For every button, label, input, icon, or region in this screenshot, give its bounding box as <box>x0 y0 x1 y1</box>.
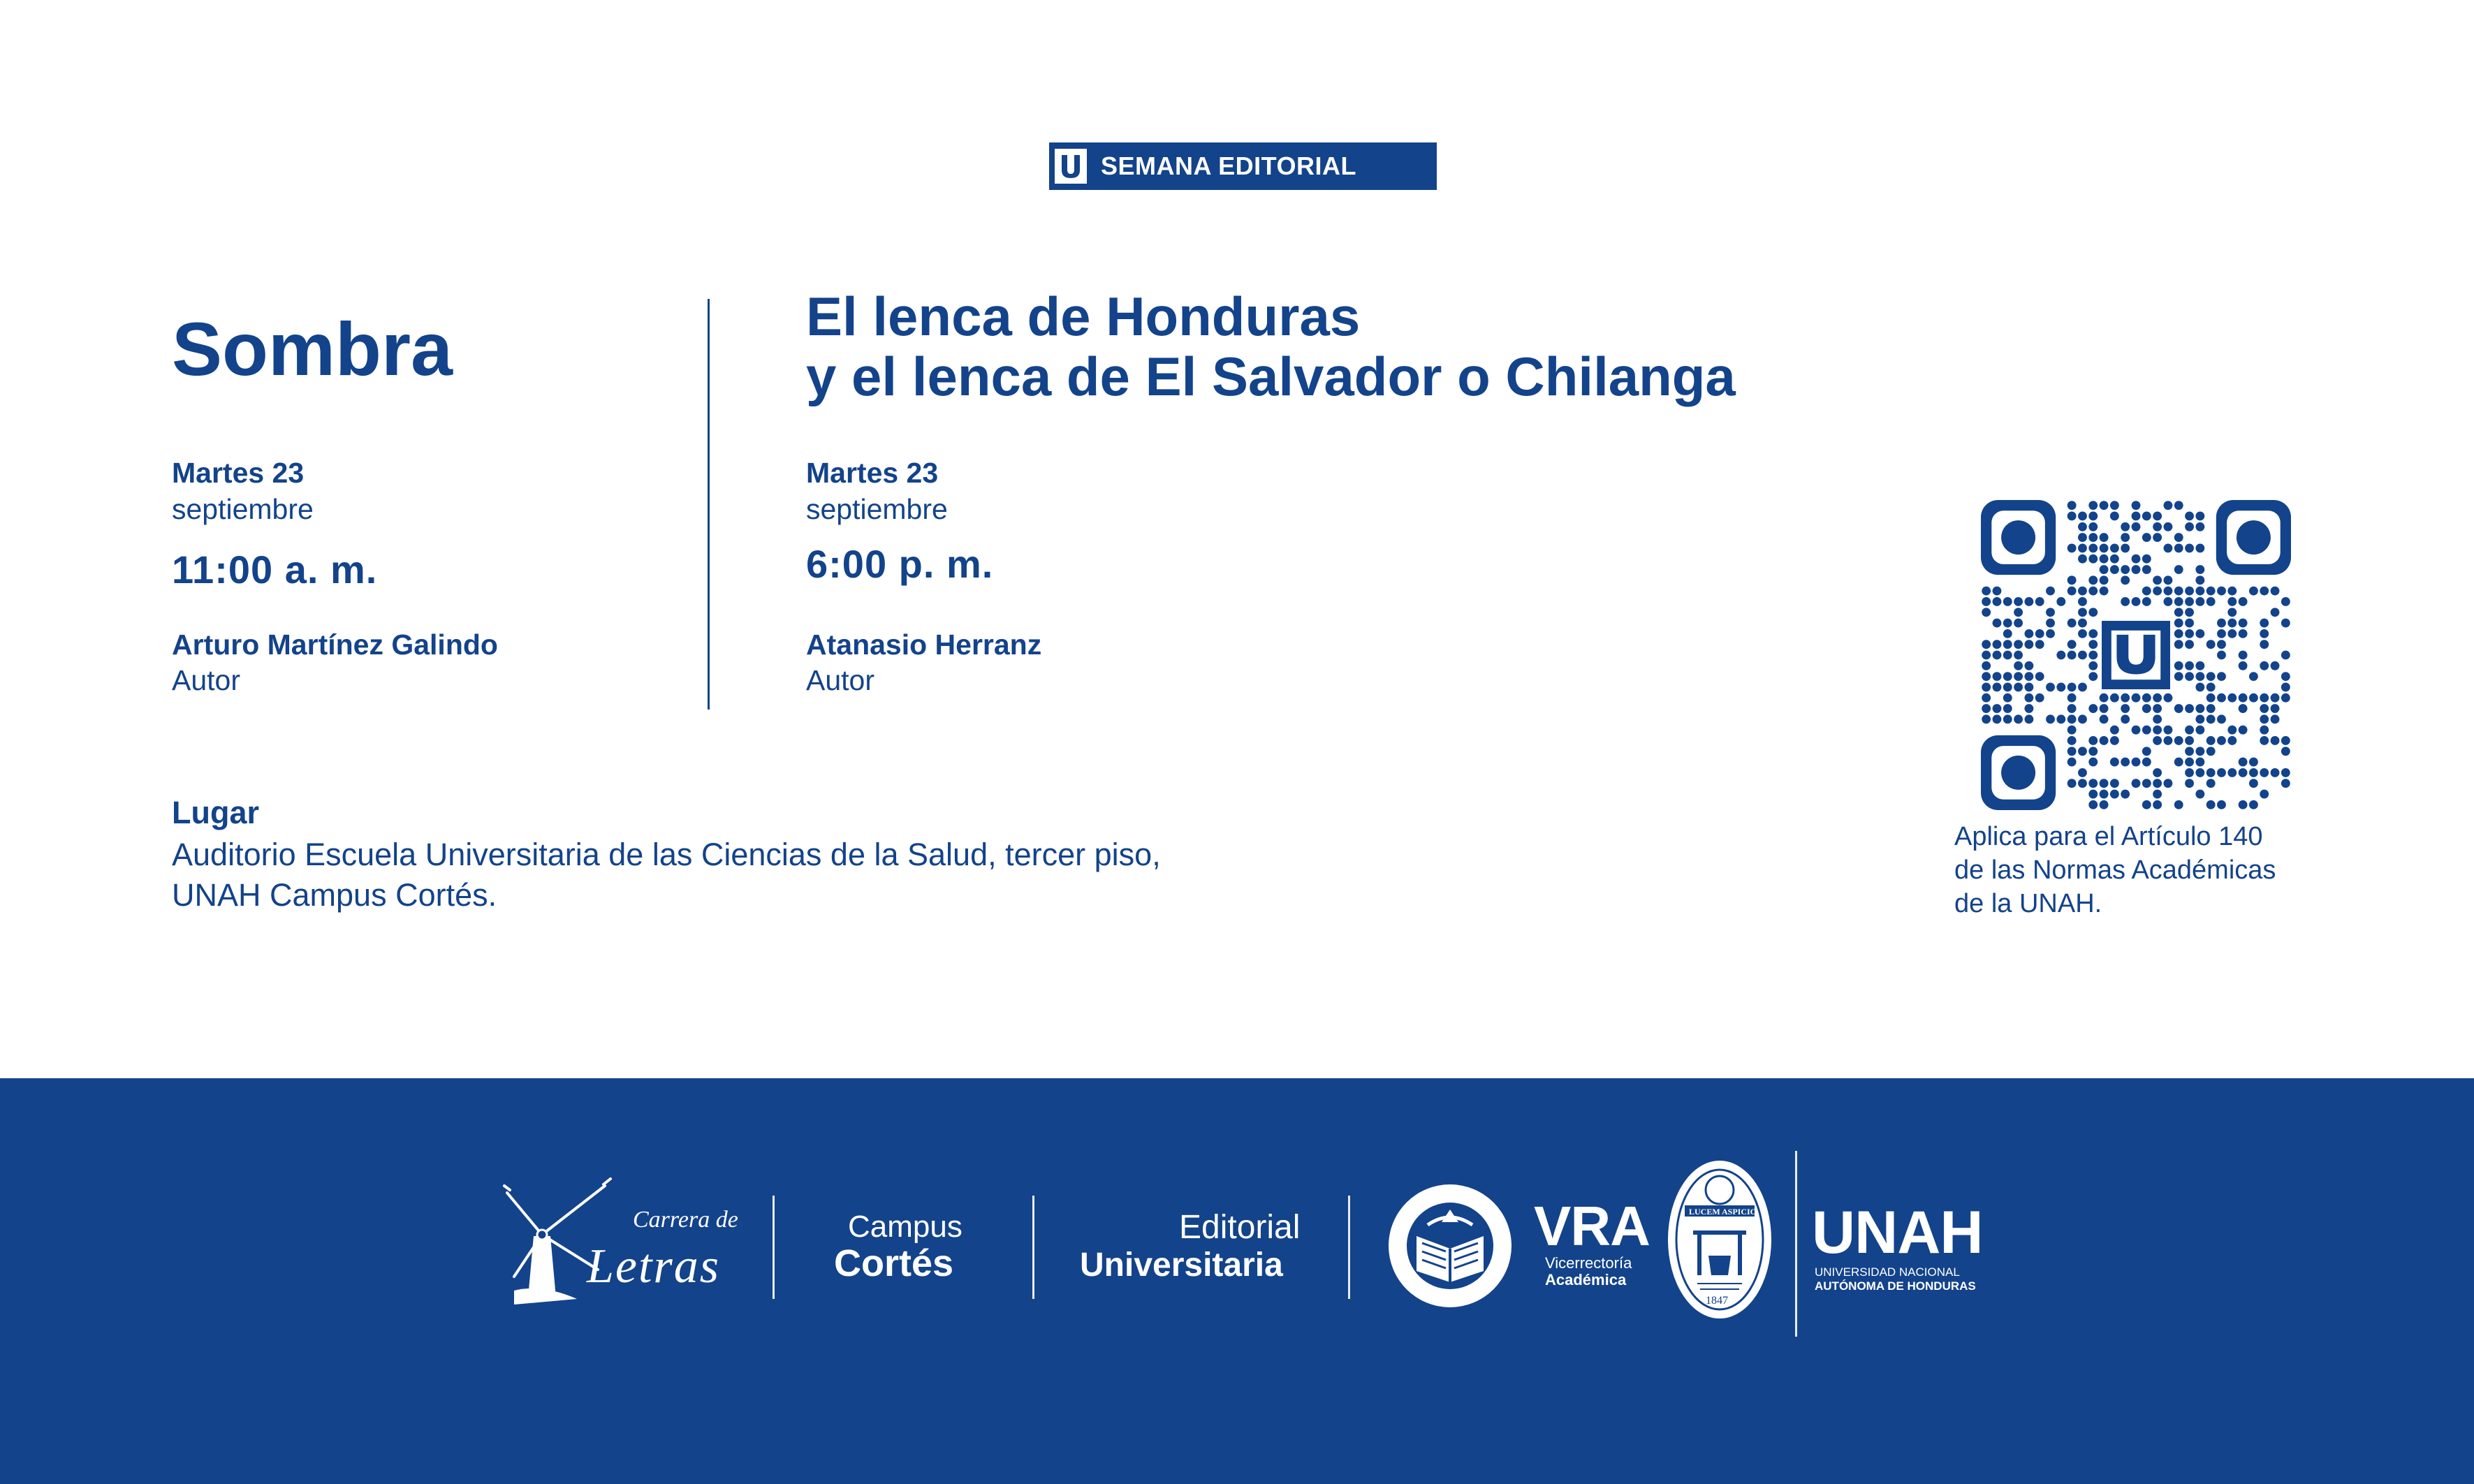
left-event-date-day: Martes 23 <box>172 457 305 489</box>
qr-note-line1: Aplica para el Artículo 140 <box>1954 822 2263 851</box>
footer-separator <box>773 1196 775 1299</box>
vra-short: VRA <box>1534 1195 1650 1257</box>
left-event-person: Arturo Martínez Galindo <box>172 629 498 661</box>
right-event-title-line1: El lenca de Honduras <box>806 286 1361 347</box>
footer-separator <box>1348 1196 1350 1299</box>
right-event-title <box>806 286 1736 406</box>
editorial-line1: Editorial <box>1179 1209 1301 1246</box>
qr-code-icon[interactable] <box>1981 500 2291 810</box>
qr-finder-pattern <box>2216 500 2291 575</box>
left-event-date-month: septiembre <box>172 493 314 525</box>
vra-line2: Académica <box>1545 1271 1627 1288</box>
footer-separator <box>1032 1196 1034 1299</box>
place-label: Lugar <box>172 795 260 830</box>
qr-center-logo-icon <box>2102 621 2170 689</box>
qr-finder-pattern <box>1981 735 2056 810</box>
tag-label: SEMANA EDITORIAL <box>1101 152 1357 180</box>
carrera-letras-logo <box>500 1172 752 1318</box>
unah-short: UNAH <box>1812 1199 1983 1266</box>
right-event-title-line2: y el lenca de El Salvador o Chilanga <box>806 346 1736 407</box>
right-event-role: Autor <box>806 664 874 696</box>
letras-line1: Carrera de <box>633 1207 738 1233</box>
letras-line2: Letras <box>587 1240 720 1293</box>
place-line1: Auditorio Escuela Universitaria de las Ciencias de la Salud, tercer piso, <box>172 837 1161 872</box>
qr-note-line3: de la UNAH. <box>1954 889 2102 918</box>
unah-line2: AUTÓNOMA DE HONDURAS <box>1815 1279 1976 1293</box>
right-event-date-day: Martes 23 <box>806 457 939 489</box>
right-event-person: Atanasio Herranz <box>806 629 1042 661</box>
left-event-title: Sombra <box>172 307 453 391</box>
right-event-date-month: septiembre <box>806 493 948 525</box>
left-event-time: 11:00 a. m. <box>172 548 378 592</box>
right-event-time: 6:00 p. m. <box>806 542 994 586</box>
qr-note <box>1954 820 2276 920</box>
campus-line1: Campus <box>848 1210 962 1244</box>
place-line2: UNAH Campus Cortés. <box>172 877 497 913</box>
left-event-role: Autor <box>172 664 240 696</box>
book-emblem-icon <box>1386 1182 1514 1310</box>
qr-note-line2: de las Normas Académicas <box>1954 855 2276 885</box>
qr-finder-pattern <box>1981 500 2056 575</box>
unah-line1: UNIVERSIDAD NACIONAL <box>1815 1265 1960 1279</box>
seal-motto: LUCEM ASPICIO <box>1689 1207 1757 1217</box>
unah-u-icon <box>1055 149 1087 184</box>
unah-seal <box>1665 1158 1774 1321</box>
footer-band <box>0 1078 2474 1484</box>
seal-year: 1847 <box>1706 1295 1728 1307</box>
semana-editorial-tag <box>1049 142 1437 190</box>
footer-separator <box>1795 1151 1797 1337</box>
vra-line1: Vicerrectoría <box>1545 1254 1632 1272</box>
event-divider <box>708 299 710 710</box>
editorial-line2: Universitaria <box>1080 1247 1283 1284</box>
campus-line2: Cortés <box>834 1242 954 1284</box>
